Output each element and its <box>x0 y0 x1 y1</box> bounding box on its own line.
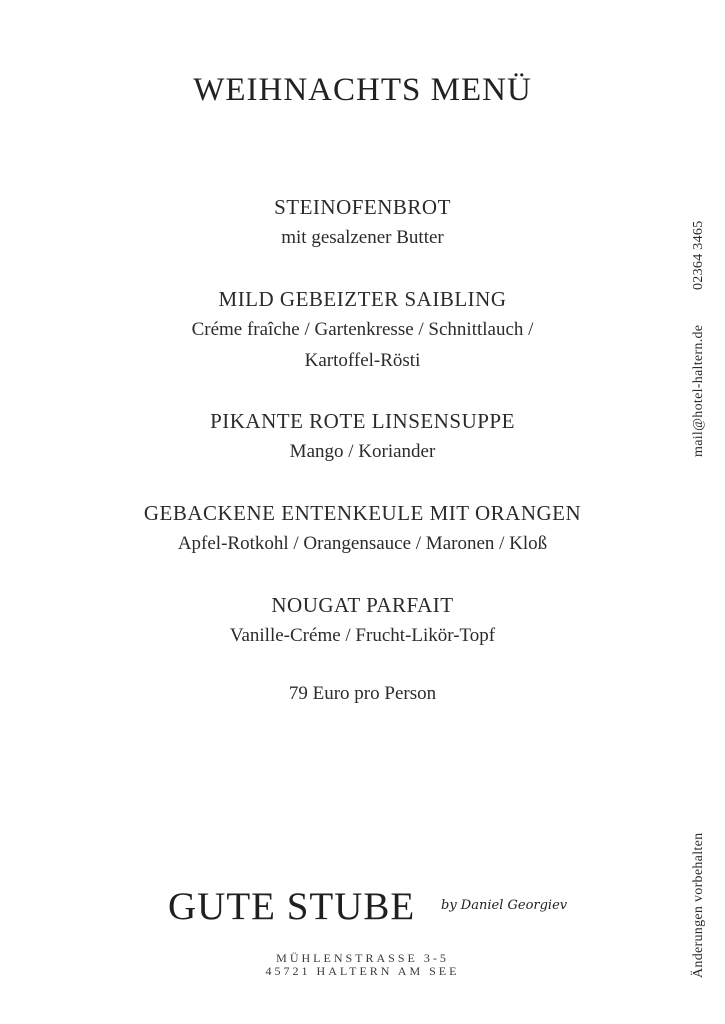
course-item <box>0 284 725 376</box>
course-item <box>0 406 725 467</box>
course-item <box>0 192 725 253</box>
contact-phone: 02364 3465 <box>691 220 706 290</box>
course-description: Apfel-Rotkohl / Orangensauce / Maronen / Kloß <box>177 533 548 554</box>
chef-signature: by Daniel Georgiev <box>441 898 568 913</box>
menu-title: WEIHNACHTS MENÜ <box>193 72 532 108</box>
contact-email: mail@hotel-haltern.de <box>691 324 706 457</box>
course-name: NOUGAT PARFAIT <box>271 593 454 617</box>
course-item <box>0 498 725 559</box>
menu-price: 79 Euro pro Person <box>288 683 437 704</box>
course-description: Kartoffel-Rösti <box>304 350 421 371</box>
disclaimer-note: Änderungen vorbehalten <box>691 832 706 978</box>
course-description: Vanille-Créme / Frucht-Likör-Topf <box>229 625 496 646</box>
course-name: GEBACKENE ENTENKEULE MIT ORANGEN <box>143 501 582 525</box>
address-city: 45721 HALTERN AM SEE <box>265 964 460 978</box>
restaurant-logo: GUTE STUBE <box>168 885 416 928</box>
course-description: Créme fraîche / Gartenkresse / Schnittlauch / <box>191 319 534 340</box>
course-item <box>0 590 725 651</box>
address-street: MÜHLENSTRASSE 3-5 <box>276 951 449 965</box>
course-description: Mango / Koriander <box>289 441 436 462</box>
course-name: MILD GEBEIZTER SAIBLING <box>218 287 507 311</box>
course-description: mit gesalzener Butter <box>281 227 444 248</box>
course-name: PIKANTE ROTE LINSENSUPPE <box>210 409 515 433</box>
course-name: STEINOFENBROT <box>274 195 451 219</box>
